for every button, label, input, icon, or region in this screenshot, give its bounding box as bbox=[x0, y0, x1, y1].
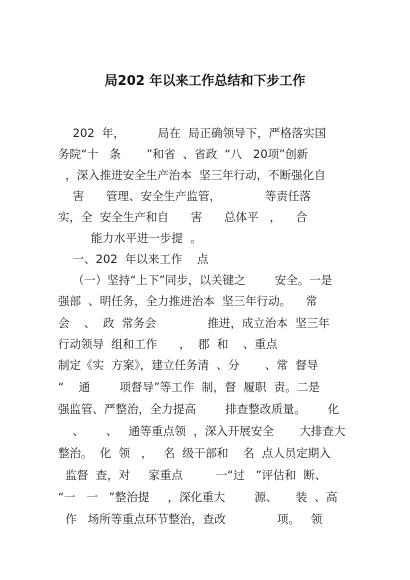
text-line: 害 管理、安全生产监管， 等责任落 bbox=[58, 189, 311, 203]
text-line: 行动领导 组和工作 ， 郡 和 、重点 bbox=[58, 337, 278, 351]
text-line: 强监管、严整治，全力提高 排查整改质量。 化 bbox=[58, 402, 340, 416]
text-line: “ 通 项督导”等工作 制，督 履职 责。二是 bbox=[58, 380, 320, 394]
text-line: 作 场所等重点环节整治，查改 项。 领 bbox=[58, 512, 323, 526]
text-line: 监督 查，对 家重点 一“过 ”评估和 断、 bbox=[58, 468, 327, 482]
text-line: 强部 、明任务，全力推进治本 坚三年行动。 常 bbox=[58, 294, 318, 308]
text-line: ，深入推进安全生产治本 坚三年行动，不断强化自 bbox=[58, 168, 326, 182]
text-line: 会 、 政 常务会 推进，成立治本 坚三年 bbox=[58, 316, 330, 330]
text-line: “一 一 ”整治提 ，深化重大 源、 装 、高 bbox=[58, 490, 338, 504]
text-line: 能力水平进一步提 。 bbox=[58, 231, 202, 245]
text-line: （一）坚持“上下”同步，以关键之 安全。一是 bbox=[58, 273, 333, 287]
text-line: 整治。 化 领 ， 名 级干部和 名 点人员定期入 bbox=[58, 446, 331, 460]
text-line: 202 年， 局在 局正确领导下，严格落实国 bbox=[58, 126, 327, 140]
document-title: 局202 年以来工作总结和下步工作 bbox=[104, 74, 306, 89]
text-line: 实，全 安全生产和自 害 总体平 ， 合 bbox=[58, 210, 308, 224]
text-line: 务院“十 条 ”和省 、省政 “八 20项”创新 bbox=[58, 147, 309, 161]
text-line: 制定《实 方案》，建立任务清 、分 、常 督导 bbox=[58, 358, 319, 372]
text-line: 、 、 通等重点领 ，深入开展安全 大排查大 bbox=[58, 424, 346, 438]
section-heading: 一、202 年以来工作 点 bbox=[58, 252, 209, 266]
